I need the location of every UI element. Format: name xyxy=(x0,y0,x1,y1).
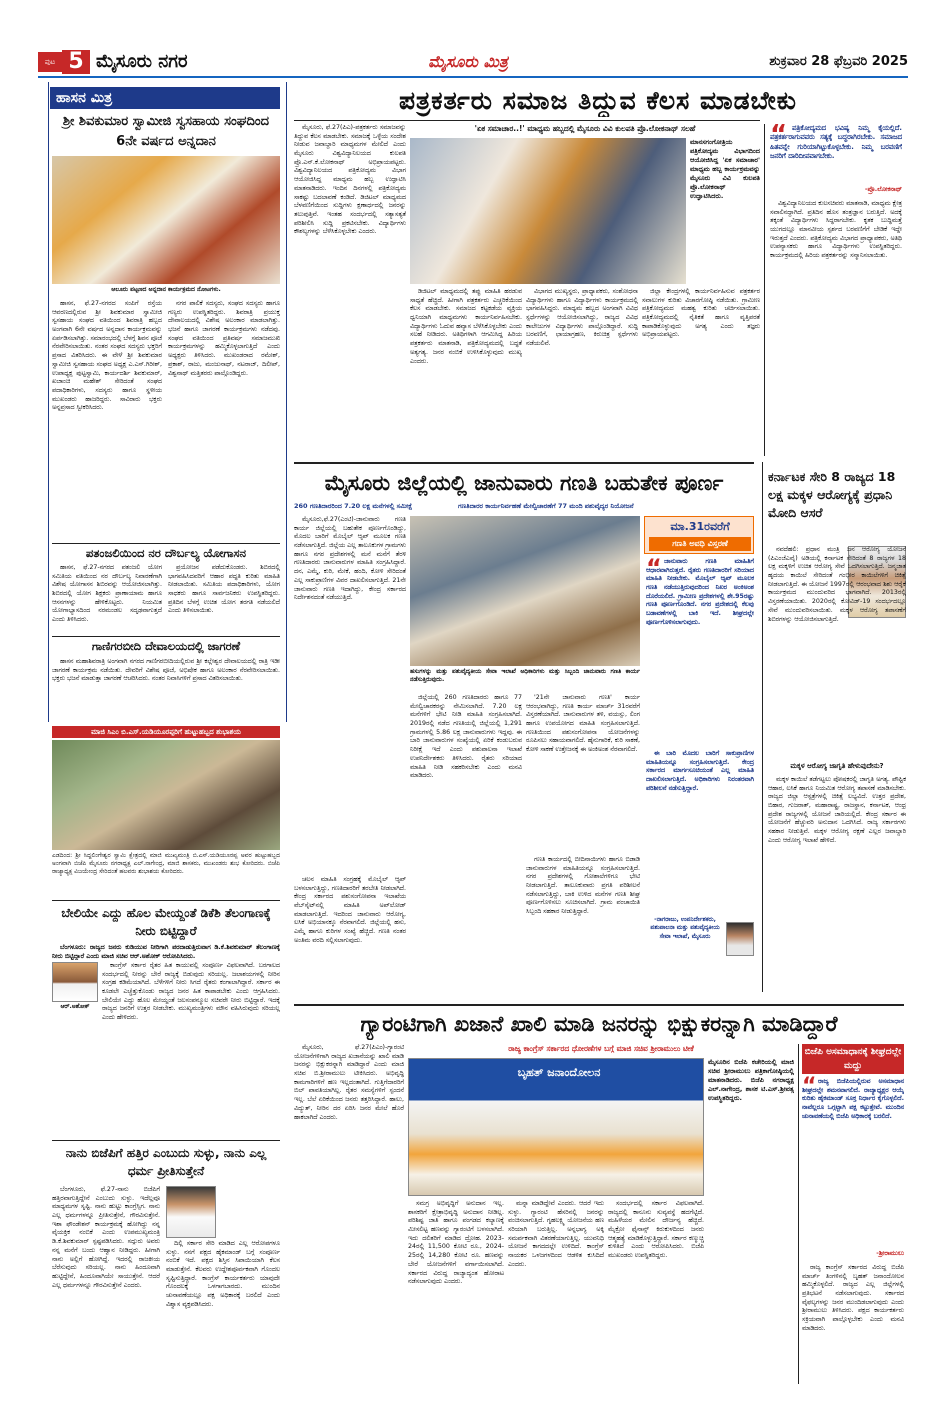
livestock-strap2: ಗಣತಿದಾರರ ಕಾರ್ಯನಿರ್ವಹಣೆ ಮೇಲ್ವಿಚಾರಣೆಗೆ 77 ಮಂದಿ ಪಶುವೈದ್ಯರ ನಿಯೋಜನೆ xyxy=(458,502,634,510)
livestock-strap1: 260 ಗಣತಿದಾರರಿಂದ 7.20 ಲಕ್ಷ ಮನೆಗಳಲ್ಲಿ ಸಮೀಕ್ಷೆ xyxy=(294,502,413,510)
hassan-border xyxy=(48,82,49,722)
livestock-box-title: ಮಾ.31ರವರೆಗೆ xyxy=(670,520,730,533)
bjp-quote: ರಾಜ್ಯ ಬಿಜೆಪಿಯಲ್ಲಿರುವ ಅಸಮಾಧಾನ ಶೀಘ್ರದಲ್ಲೇ ಶಮನವಾಗಲಿದೆ. ರಾಜ್ಯಾಧ್ಯಕ್ಷರ ಆಯ್ಕೆ ಕುರಿತು ಹೈಕಮಾಂಡ್ ಸೂಕ್ತ ನಿರ್ಧಾರ ಕೈಗೊಳ್ಳಲಿದೆ. ನಾವೆಲ್ಲರೂ ಒಗ್ಗಟ್ಟಾಗಿ ಪಕ್ಷ ಕಟ್ಟುತ್ತೇವೆ. ಮುಂದಿನ ಚುನಾವಣೆಯಲ್ಲಿ ಬಿಜೆಪಿ ಅಧಿಕಾರಕ್ಕೆ ಬರಲಿದೆ. xyxy=(802,1078,904,1120)
livestock-headline: ಮೈಸೂರು ಜಿಲ್ಲೆಯಲ್ಲಿ ಜಾನುವಾರು ಗಣತಿ ಬಹುತೇಕ ಪೂರ್ಣ xyxy=(324,471,724,495)
livestock-caption: ಹಸುಗಳನ್ನು ಮತ್ತು ಪಶುವೈದ್ಯಕೀಯ ಸೇವಾ ಇಲಾಖೆ ಅಧಿಕಾರಿಗಳು ಮತ್ತು ಸಿಬ್ಬಂದಿ ಜಾನುವಾರು ಗಣತಿ ಕಾರ್ಯ ನಡೆಸುತ್ತಿರುವುದು. xyxy=(410,668,640,683)
patanjali-col1: ಹಾಸನ, ಫೆ.27-ನಗರದ ಪತಂಜಲಿ ಯೋಗ ಸಮಿತಿಯ ವತಿಯಿಂದ ನರ ದೌರ್ಬಲ್ಯ ನಿವಾರಣೆಗಾಗಿ ವಿಶೇಷ ಯೋಗಾಸನ ಶಿಬಿರವನ್ನು ಆಯೋಜಿಸಲಾಗಿತ್ತು. ಶಿಬಿರದಲ್ಲಿ ಯೋಗ ಶಿಕ್ಷಕರು ಪ್ರಾಣಾಯಾಮ ಹಾಗೂ ಆಸನಗಳನ್ನು ಹೇಳಿಕೊಟ್ಟರು. ನಿಯಮಿತ ಯೋಗಾಭ್ಯಾಸದಿಂದ ನರಮಂಡಲ ಸದೃಢವಾಗುತ್ತದೆ ಎಂದು ತಿಳಿಸಿದರು. xyxy=(52,564,162,624)
page-label: ಪುಟ xyxy=(38,52,62,72)
modi-body2: ಮಕ್ಕಳ ಕಾಯಿಲೆ ತಡೆಗಟ್ಟಲು ಪೋಷಕರಲ್ಲಿ ಜಾಗೃತಿ ಅಗತ್ಯ. ಪೌಷ್ಟಿಕ ಆಹಾರ, ಲಸಿಕೆ ಹಾಗೂ ನಿಯಮಿತ ಆರೋಗ್ಯ ತಪಾಸಣೆ ಮಾಡಿಸಬೇಕು. ರಾಜ್ಯದ ಜಿಲ್ಲಾ ಆಸ್ಪತ್ರೆಗಳಲ್ಲಿ ಚಿಕಿತ್ಸೆ ಲಭ್ಯವಿದೆ. ಉತ್ತರ ಪ್ರದೇಶ, ಬಿಹಾರ, ಗುಜರಾತ್, ಮಹಾರಾಷ್ಟ್ರ, ರಾಜಸ್ಥಾನ, ಕರ್ನಾಟಕ, ಆಂಧ್ರ ಪ್ರದೇಶ ರಾಜ್ಯಗಳಲ್ಲಿ ಯೋಜನೆ ಜಾರಿಯಲ್ಲಿದೆ. ಕೇಂದ್ರ ಸರ್ಕಾರ ಈ ಯೋಜನೆಗೆ ಹೆಚ್ಚುವರಿ ಅನುದಾನ ಒದಗಿಸಿದೆ. ರಾಜ್ಯ ಸರ್ಕಾರಗಳು ಸಹಕಾರ ನೀಡುತ್ತಿವೆ. ಮಕ್ಕಳ ಆರೋಗ್ಯ ರಕ್ಷಣೆ ಎಲ್ಲರ ಜವಾಬ್ದಾರಿ ಎಂದು ಆರೋಗ್ಯ ಇಲಾಖೆ ಹೇಳಿದೆ. xyxy=(768,776,906,844)
journalism-lede: ಮೈಸೂರು, ಫೆ.27(ಪಿಎ)-ಪತ್ರಕರ್ತರು ಸಮಾಜವನ್ನು ತಿದ್ದುವ ಕೆಲಸ ಮಾಡಬೇಕು. ಸಮಾಜಕ್ಕೆ ಒಳ್ಳೆಯ ಸಂದೇಶ ನೀಡುವ ಜವಾಬ್ದಾರಿ ಮಾಧ್ಯಮಗಳ ಮೇಲಿದೆ ಎಂದು ಮೈಸೂರು ವಿಶ್ವವಿದ್ಯಾನಿಲಯದ ಕುಲಪತಿ ಪ್ರೊ.ಎನ್.ಕೆ.ಲೋಕನಾಥ್ ಅಭಿಪ್ರಾಯಪಟ್ಟರು. ವಿಶ್ವವಿದ್ಯಾನಿಲಯದ ಪತ್ರಿಕೋದ್ಯಮ ವಿಭಾಗ ಆಯೋಜಿಸಿದ್ದ ಮಾಧ್ಯಮ ಹಬ್ಬ ಉದ್ಘಾಟಿಸಿ ಮಾತನಾಡಿದರು. ಇಂದಿನ ದಿನಗಳಲ್ಲಿ ಪತ್ರಿಕೋದ್ಯಮ ಸಾಕಷ್ಟು ಬದಲಾವಣೆ ಕಂಡಿದೆ. ಡಿಜಿಟಲ್ ಮಾಧ್ಯಮದ ಬೆಳವಣಿಗೆಯಿಂದ ಸುದ್ದಿಗಳು ಕ್ಷಣಾರ್ಧದಲ್ಲಿ ಜನರನ್ನು ತಲುಪುತ್ತಿವೆ. ಇಂತಹ ಸಂದರ್ಭದಲ್ಲಿ ಸತ್ಯಾಸತ್ಯತೆ ಪರಿಶೀಲಿಸಿ ಸುದ್ದಿ ಪ್ರಕಟಿಸಬೇಕು. ವಿದ್ಯಾರ್ಥಿಗಳು ಕೌಶಲ್ಯಗಳನ್ನು ಬೆಳೆಸಿಕೊಳ್ಳಬೇಕು ಎಂದರು. xyxy=(294,124,406,236)
bjp-body: ರಾಜ್ಯ ಕಾಂಗ್ರೆಸ್ ಸರ್ಕಾರದ ವಿರುದ್ಧ ಬಿಜೆಪಿ ಮಾರ್ಚ್ ತಿಂಗಳಿನಲ್ಲಿ ಬೃಹತ್ ಜನಾಂದೋಲನ ಹಮ್ಮಿಕೊಳ್ಳಲಿದೆ. ರಾಜ್ಯದ ಎಲ್ಲ ಜಿಲ್ಲೆಗಳಲ್ಲಿ ಪ್ರತಿಭಟನೆ ನಡೆಸಲಾಗುವುದು. ಸರ್ಕಾರದ ವೈಫಲ್ಯಗಳನ್ನು ಜನರ ಮುಂದಿಡಲಾಗುವುದು ಎಂದು ಶ್ರೀರಾಮುಲು ತಿಳಿಸಿದರು. ಪಕ್ಷದ ಕಾರ್ಯಕರ್ತರು ಸಕ್ರಿಯವಾಗಿ ಪಾಲ್ಗೊಳ್ಳಬೇಕು ಎಂದು ಮನವಿ ಮಾಡಿದರು. xyxy=(802,1264,904,1332)
hassan-col1: ಹಾಸನ, ಫೆ.27-ನಗರದ ಸಂಪಿಗೆ ರಸ್ತೆಯ ಆವರಣದಲ್ಲಿರುವ ಶ್ರೀ ಶಿವಕುಮಾರ ಸ್ವಾಮೀಜಿ ಸ್ವಸಹಾಯ ಸಂಘದ ವತಿಯಿಂದ ಶಿವರಾತ್ರಿ ಹಬ್ಬದ ಅಂಗವಾಗಿ 6ನೇ ವರ್ಷದ ಅನ್ನದಾನ ಕಾರ್ಯಕ್ರಮವನ್ನು ಏರ್ಪಡಿಸಲಾಗಿತ್ತು. ಸಮಾರಂಭದಲ್ಲಿ ಬೆಳಗ್ಗೆ ಶಿವನ ಪೂಜೆ ನೆರವೇರಿಸಲಾಯಿತು. ನಂತರ ಸಂಘದ ಸದಸ್ಯರು ಭಕ್ತರಿಗೆ ಪ್ರಸಾದ ವಿತರಿಸಿದರು. ಈ ವೇಳೆ ಶ್ರೀ ಶಿವಕುಮಾರ ಸ್ವಾಮೀಜಿ ಸ್ವಸಹಾಯ ಸಂಘದ ಅಧ್ಯಕ್ಷ ಎ.ಎಸ್.ಗಿರೀಶ್, ಉಪಾಧ್ಯಕ್ಷ ಪುಟ್ಟಸ್ವಾಮಿ, ಕಾರ್ಯದರ್ಶಿ ಶಿವಕುಮಾರ್, ಖಜಾಂಚಿ ಮಹೇಶ್ ಸೇರಿದಂತೆ ಸಂಘದ ಪದಾಧಿಕಾರಿಗಳು, ಸದಸ್ಯರು ಹಾಗೂ ಸ್ಥಳೀಯ ಮುಖಂಡರು ಹಾಜರಿದ್ದರು. ಸಾವಿರಾರು ಭಕ್ತರು ಅನ್ನಪ್ರಸಾದ ಸ್ವೀಕರಿಸಿದರು. xyxy=(52,300,162,412)
guarantee-photo-side: ಮೈಸೂರಿನ ಬಿಜೆಪಿ ಕಚೇರಿಯಲ್ಲಿ ಮಾಜಿ ಸಚಿವ ಶ್ರೀರಾಮುಲು ಪತ್ರಿಕಾಗೋಷ್ಠಿಯಲ್ಲಿ ಮಾತನಾಡಿದರು. ಬಿಜೆಪಿ ನಗರಾಧ್ಯಕ್ಷ ಎಲ್.ನಾಗೇಂದ್ರ, ಶಾಸಕ ಟಿ.ಎಸ್.ಶ್ರೀವತ್ಸ ಉಪಸ್ಥಿತರಿದ್ದರು. xyxy=(708,1058,794,1102)
hassan-divider xyxy=(52,543,280,544)
journalism-quote-by: -ಪ್ರೊ.ಲೋಕನಾಥ್ xyxy=(864,186,902,193)
modi-vline xyxy=(762,462,763,992)
hassan-caption: ಆಲೂರು ಪಟ್ಟಣದ ಅನ್ನದಾನ ಕಾರ್ಯಕ್ರಮದ ನೋಟಗಳು. xyxy=(111,286,221,293)
journalism-col-c: ಜಿಲ್ಲಾ ಕೇಂದ್ರಗಳಲ್ಲಿ ಕಾರ್ಯನಿರ್ವಹಿಸುವ ಪತ್ರಕರ್ತರ ಸವಾಲುಗಳ ಕುರಿತು ವಿಚಾರಗೋಷ್ಠಿ ನಡೆಯಿತು. ಗ್ರಾಮೀಣ ಪತ್ರಿಕೋದ್ಯಮದ ಮಹತ್ವ ಕುರಿತು ಚರ್ಚಿಸಲಾಯಿತು. ಪತ್ರಿಕೋದ್ಯಮದಲ್ಲಿ ನೈತಿಕತೆ ಹಾಗೂ ವೃತ್ತಿಪರತೆ ಕಾಪಾಡಿಕೊಳ್ಳುವುದು ಅಗತ್ಯ ಎಂದು ತಜ್ಞರು ಅಭಿಪ್ರಾಯಪಟ್ಟರು. xyxy=(642,288,760,339)
journalism-quote-mark: “ xyxy=(770,122,788,144)
yediyurappa-photo xyxy=(52,740,280,850)
yediyurappa-caption: ಎಡದಿಂದ: ಶ್ರೀ ಸಿದ್ದಲಿಂಗೇಶ್ವರ ಸ್ವಾಮಿ ಕ್ಷೇತ್ರದಲ್ಲಿ ಮಾಜಿ ಮುಖ್ಯಮಂತ್ರಿ ಬಿ.ಎಸ್.ಯಡಿಯೂರಪ್ಪ ಅವರ ಹುಟ್ಟುಹಬ್ಬದ ಅಂಗವಾಗಿ ಬಿಜೆಪಿ ಮೈಸೂರು ನಗರಾಧ್ಯಕ್ಷ ಎಲ್.ನಾಗೇಂದ್ರ, ಮಾಜಿ ಶಾಸಕರು, ಮುಖಂಡರು ಶುಭ ಕೋರಿದರು. ಬಿಜೆಪಿ ರಾಜ್ಯಾಧ್ಯಕ್ಷ ವಿಜಯೇಂದ್ರ ಸೇರಿದಂತೆ ಹಲವರು ಶುಭಾಶಯ ಕೋರಿದರು. xyxy=(52,852,280,875)
livestock-quote2: ಈ ಬಾರಿ ಮೊದಲ ಬಾರಿಗೆ ಸಾಕುಪ್ರಾಣಿಗಳ ಮಾಹಿತಿಯನ್ನೂ ಸಂಗ್ರಹಿಸಲಾಗುತ್ತಿದೆ. ಕೇಂದ್ರ ಸರ್ಕಾರದ ಮಾರ್ಗಸೂಚಿಯಂತೆ ಎಲ್ಲ ಮಾಹಿತಿ ದಾಖಲಿಸಲಾಗುತ್ತಿದೆ. ಅಧಿಕಾರಿಗಳು ನಿರಂತರವಾಗಿ ಪರಿಶೀಲನೆ ನಡೆಸುತ್ತಿದ್ದಾರೆ. xyxy=(646,750,754,792)
dkshi-headline: ಬೇಲಿಯೇ ಎದ್ದು ಹೊಲ ಮೇಯ್ದಂತೆ ಡಿಕೆಶಿ ತೆಲಂಗಾಣಕ್ಕೆ ನೀರು ಬಿಟ್ಟಿದ್ದಾರೆ xyxy=(61,906,271,938)
livestock-section xyxy=(290,462,758,1002)
livestock-box xyxy=(644,516,754,554)
dks-divider xyxy=(52,1140,280,1141)
journalism-col-b: ವಿಭಾಗದ ಮುಖ್ಯಸ್ಥರು, ಪ್ರಾಧ್ಯಾಪಕರು, ಸಂಶೋಧನಾ ವಿದ್ಯಾರ್ಥಿಗಳು ಹಾಗೂ ವಿದ್ಯಾರ್ಥಿಗಳು ಕಾರ್ಯಕ್ರಮದಲ್ಲಿ ಭಾಗವಹಿಸಿದ್ದರು. ಮಾಧ್ಯಮ ಹಬ್ಬದ ಅಂಗವಾಗಿ ವಿವಿಧ ಸ್ಪರ್ಧೆಗಳನ್ನು ಆಯೋಜಿಸಲಾಗಿದ್ದು, ರಾಜ್ಯದ ವಿವಿಧ ಕಾಲೇಜುಗಳ ವಿದ್ಯಾರ್ಥಿಗಳು ಪಾಲ್ಗೊಂಡಿದ್ದಾರೆ. ಸುದ್ದಿ ಬರವಣಿಗೆ, ಛಾಯಾಗ್ರಹಣ, ಕಿರುಚಿತ್ರ ಸ್ಪರ್ಧೆಗಳು ನಡೆಯಲಿವೆ. xyxy=(526,288,638,348)
dkshi-section xyxy=(52,900,280,1138)
journalism-photo-side: ಮಾನಸಗಂಗೋತ್ರಿಯ ಪತ್ರಿಕೋದ್ಯಮ ವಿಭಾಗದಿಂದ ಆಯೋಜಿಸಿದ್ದ 'ಏಕ ಸಮಾಚಾರ' ಮಾಧ್ಯಮ ಹಬ್ಬ ಕಾರ್ಯಕ್ರಮವನ್ನು ಮೈಸೂರು ವಿವಿ ಕುಲಪತಿ ಪ್ರೊ.ಲೋಕನಾಥ್ ಉದ್ಘಾಟಿಸಿದರು. xyxy=(690,138,760,200)
modi-body: ನವದೆಹಲಿ: ಪ್ರಧಾನ ಮಂತ್ರಿ ಜನ ಆರೋಗ್ಯ ಯೋಜನೆ (ಪಿಎಂಜೆಎವೈ) ಅಡಿಯಲ್ಲಿ ಕರ್ನಾಟಕ ಸೇರಿದಂತೆ 8 ರಾಜ್ಯಗಳ 18 ಲಕ್ಷ ಮಕ್ಕಳಿಗೆ ಉಚಿತ ಆರೋಗ್ಯ ಸೇವೆ ಒದಗಿಸಲಾಗುತ್ತಿದೆ. ಜನ್ಮಜಾತ ಹೃದಯ ಕಾಯಿಲೆ ಸೇರಿದಂತೆ ಗಂಭೀರ ಕಾಯಿಲೆಗಳಿಗೆ ಚಿಕಿತ್ಸೆ ನೀಡಲಾಗುತ್ತಿದೆ. ಈ ಯೋಜನೆ 1997ರಲ್ಲಿ ಆರಂಭವಾದ ಶಿಶು ಆರೈಕೆ ಕಾರ್ಯಕ್ರಮದ ಮುಂದುವರಿದ ಭಾಗವಾಗಿದೆ. 2013ರಲ್ಲಿ ವಿಸ್ತರಣೆಯಾಯಿತು. 2020ರಲ್ಲಿ ಕೋವಿಡ್-19 ಸಂದರ್ಭದಲ್ಲೂ ಸೇವೆ ಮುಂದುವರಿಸಲಾಯಿತು. ಮಕ್ಕಳ ಆರೋಗ್ಯ ತಪಾಸಣೆಗೆ ಶಿಬಿರಗಳನ್ನು ಆಯೋಜಿಸಲಾಗುತ್ತಿದೆ. xyxy=(768,546,906,623)
livestock-col1: ಮೈಸೂರು,ಫೆ.27(ಎಂಟಿ)-ಜಾನುವಾರು ಗಣತಿ ಕಾರ್ಯ ಜಿಲ್ಲೆಯಲ್ಲಿ ಬಹುತೇಕ ಪೂರ್ಣಗೊಂಡಿದ್ದು, ಮೊದಲ ಬಾರಿಗೆ ಮೊಬೈಲ್ ಆ್ಯಪ್ ಮೂಲಕ ಗಣತಿ ನಡೆಸಲಾಗುತ್ತಿದೆ. ಜಿಲ್ಲೆಯ ಎಲ್ಲ ತಾಲೂಕುಗಳ ಗ್ರಾಮಗಳು ಹಾಗೂ ನಗರ ಪ್ರದೇಶಗಳಲ್ಲಿ ಮನೆ ಮನೆಗೆ ತೆರಳಿ ಗಣತಿದಾರರು ಜಾನುವಾರುಗಳ ಮಾಹಿತಿ ಸಂಗ್ರಹಿಸಿದ್ದಾರೆ. ದನ, ಎಮ್ಮೆ, ಕುರಿ, ಮೇಕೆ, ಹಂದಿ, ಕೋಳಿ ಸೇರಿದಂತೆ ಎಲ್ಲ ಸಾಕುಪ್ರಾಣಿಗಳ ವಿವರ ದಾಖಲಿಸಲಾಗುತ್ತಿದೆ. 21ನೇ ಜಾನುವಾರು ಗಣತಿ ಇದಾಗಿದ್ದು, ಕೇಂದ್ರ ಸರ್ಕಾರದ ನಿರ್ದೇಶನದಂತೆ ನಡೆಯುತ್ತಿದೆ. xyxy=(294,516,406,602)
patanjali-headline: ಪತಂಜಲಿಯಿಂದ ನರ ದೌರ್ಬಲ್ಯ ಯೋಗಾಸನ xyxy=(85,546,247,560)
dks-col2: ದಿಲ್ಲಿ ಸರ್ಕಾರ ಸೇರಿ ಮಾಡಿದ ಎಲ್ಲ ಆರೋಪಗಳೂ ಸುಳ್ಳು. ನನಗೆ ಪಕ್ಷದ ಹೈಕಮಾಂಡ್ ಬಗ್ಗೆ ಸಂಪೂರ್ಣ ನಂಬಿಕೆ ಇದೆ. ಪಕ್ಷದ ಶಿಸ್ತಿನ ಸಿಪಾಯಿಯಾಗಿ ಕೆಲಸ ಮಾಡುತ್ತೇನೆ. ಕೆಲವರು ಉದ್ದೇಶಪೂರ್ವಕವಾಗಿ ಗೊಂದಲ ಸೃಷ್ಟಿಸುತ್ತಿದ್ದಾರೆ. ಕಾಂಗ್ರೆಸ್ ಕಾರ್ಯಕರ್ತರು ಯಾವುದೇ ಗೊಂದಲಕ್ಕೆ ಒಳಗಾಗಬಾರದು. ಮುಂದಿನ ಚುನಾವಣೆಯಲ್ಲೂ ಪಕ್ಷ ಅಧಿಕಾರಕ್ಕೆ ಬರಲಿದೆ ಎಂದು ವಿಶ್ವಾಸ ವ್ಯಕ್ತಪಡಿಸಿದರು. xyxy=(166,1240,280,1308)
livestock-col1b: ಚಲನ ಮಾಹಿತಿ ಸಂಗ್ರಹಕ್ಕೆ ಮೊಬೈಲ್ ಆ್ಯಪ್ ಬಳಸಲಾಗುತ್ತಿದ್ದು, ಗಣತಿದಾರರಿಗೆ ತರಬೇತಿ ನೀಡಲಾಗಿದೆ. ಕೇಂದ್ರ ಸರ್ಕಾರದ ಪಶುಸಂಗೋಪನಾ ಇಲಾಖೆಯ ವೆಬ್‌ಸೈಟ್‌ನಲ್ಲಿ ಮಾಹಿತಿ ಅಪ್‌ಲೋಡ್ ಮಾಡಲಾಗುತ್ತಿದೆ. ಇದರಿಂದ ಜಾನುವಾರು ಆರೋಗ್ಯ, ಲಸಿಕೆ ಅಭಿಯಾನಕ್ಕೂ ನೆರವಾಗಲಿದೆ. ಜಿಲ್ಲೆಯಲ್ಲಿ ಹಸು, ಎಮ್ಮೆ ಹಾಗೂ ಕುರಿಗಳ ಸಂಖ್ಯೆ ಹೆಚ್ಚಿದೆ. ಗಣತಿ ನಂತರ ಅಂತಿಮ ವರದಿ ಸಲ್ಲಿಸಲಾಗುವುದು. xyxy=(294,876,406,944)
livestock-col2: ಜಿಲ್ಲೆಯಲ್ಲಿ 260 ಗಣತಿದಾರರು ಹಾಗೂ 77 ಮೇಲ್ವಿಚಾರಕರನ್ನು ನೇಮಿಸಲಾಗಿದೆ. 7.20 ಲಕ್ಷ ಮನೆಗಳಿಗೆ ಭೇಟಿ ನೀಡಿ ಮಾಹಿತಿ ಸಂಗ್ರಹಿಸಲಾಗಿದೆ. 2019ರಲ್ಲಿ ನಡೆದ ಗಣತಿಯಲ್ಲಿ ಜಿಲ್ಲೆಯಲ್ಲಿ 1,291 ಗ್ರಾಮಗಳಲ್ಲಿ 5.86 ಲಕ್ಷ ಜಾನುವಾರುಗಳು ಇದ್ದವು. ಈ ಬಾರಿ ಜಾನುವಾರುಗಳ ಸಂಖ್ಯೆಯಲ್ಲಿ ಏರಿಕೆ ಕಂಡುಬರುವ ನಿರೀಕ್ಷೆ ಇದೆ ಎಂದು ಪಶುಪಾಲನಾ ಇಲಾಖೆ ಉಪನಿರ್ದೇಶಕರು ತಿಳಿಸಿದರು. ರೈತರು ಸರಿಯಾದ ಮಾಹಿತಿ ನೀಡಿ ಸಹಕರಿಸಬೇಕು ಎಂದು ಮನವಿ ಮಾಡಿದರು. xyxy=(410,694,522,780)
hassan-photo xyxy=(52,156,280,284)
issue-date: ಶುಕ್ರವಾರ 28 ಫೆಬ್ರವರಿ 2025 xyxy=(769,54,908,69)
patanjali-col2: ಪ್ರಯೋಜನ ಪಡೆದುಕೊಂಡರು. ಶಿಬಿರದಲ್ಲಿ ಭಾಗವಹಿಸಿದವರಿಗೆ ಆಹಾರ ಪದ್ಧತಿ ಕುರಿತು ಮಾಹಿತಿ ನೀಡಲಾಯಿತು. ಸಮಿತಿಯ ಪದಾಧಿಕಾರಿಗಳು, ಯೋಗ ಸಾಧಕರು ಹಾಗೂ ಸಾರ್ವಜನಿಕರು ಉಪಸ್ಥಿತರಿದ್ದರು. ಪ್ರತಿದಿನ ಬೆಳಗ್ಗೆ ಉಚಿತ ಯೋಗ ತರಗತಿ ನಡೆಯಲಿದೆ ಎಂದು ತಿಳಿಸಲಾಯಿತು. xyxy=(168,564,280,615)
masthead-logo: ಮೈಸೂರು ಮಿತ್ರ xyxy=(428,52,508,71)
guarantee-vline xyxy=(798,1044,799,1384)
journalism-quote: ಪತ್ರಿಕೋದ್ಯಮದ ಭವಿಷ್ಯ ನಿಮ್ಮ ಕೈಯಲ್ಲಿದೆ. ಪತ್ರಕರ್ತರಾಗುವವರು ಸತ್ಯಕ್ಕೆ ಬದ್ಧರಾಗಿರಬೇಕು. ಸಮಾಜದ ಹಿತವನ್ನೇ ಗುರಿಯಾಗಿಟ್ಟುಕೊಳ್ಳಬೇಕು. ನಿಮ್ಮ ಬರವಣಿಗೆ ಜನರಿಗೆ ದಾರಿದೀಪವಾಗಬೇಕು. xyxy=(770,124,902,161)
livestock-col4: ಗಣತಿ ಕಾರ್ಯದಲ್ಲಿ ಬೀದಿನಾಯಿಗಳು ಹಾಗೂ ಬಿಡಾಡಿ ಜಾನುವಾರುಗಳ ಮಾಹಿತಿಯನ್ನೂ ಸಂಗ್ರಹಿಸಲಾಗುತ್ತಿದೆ. ನಗರ ಪ್ರದೇಶಗಳಲ್ಲಿ ಗೋಶಾಲೆಗಳಿಗೂ ಭೇಟಿ ನೀಡಲಾಗುತ್ತಿದೆ. ತಾಲೂಕುವಾರು ಪ್ರಗತಿ ಪರಿಶೀಲನೆ ನಡೆಸಲಾಗುತ್ತಿದ್ದು, ಬಾಕಿ ಉಳಿದ ಮನೆಗಳ ಗಣತಿ ಶೀಘ್ರ ಪೂರ್ಣಗೊಳಿಸಲು ಸೂಚಿಸಲಾಗಿದೆ. ಗ್ರಾಮ ಪಂಚಾಯಿತಿ ಸಿಬ್ಬಂದಿ ಸಹಕಾರ ನೀಡುತ್ತಿದ್ದಾರೆ. xyxy=(526,856,640,916)
guarantee-col2: ಸಮಗ್ರ ಅಭಿವೃದ್ಧಿಗೆ ಅನುದಾನ ಇಲ್ಲ. ಶಾಸಕರಿಗೆ ಕ್ಷೇತ್ರಾಭಿವೃದ್ಧಿ ಅನುದಾನ ನೀಡಿಲ್ಲ. ಪರಿಶಿಷ್ಟ ಜಾತಿ ಹಾಗೂ ಪಂಗಡದ ಕಲ್ಯಾಣಕ್ಕೆ ಮೀಸಲಿಟ್ಟ ಹಣವನ್ನು ಗ್ಯಾರಂಟಿಗೆ ಬಳಸಲಾಗಿದೆ. ಇದು ದಲಿತರಿಗೆ ಮಾಡಿದ ದ್ರೋಹ. 2023-24ರಲ್ಲಿ 11,500 ಕೋಟಿ ರೂ., 2024-25ರಲ್ಲಿ 14,280 ಕೋಟಿ ರೂ. ಹಣವನ್ನು ಬೇರೆ ಯೋಜನೆಗಳಿಗೆ ವರ್ಗಾಯಿಸಲಾಗಿದೆ. ಸರ್ಕಾರದ ವಿರುದ್ಧ ರಾಜ್ಯಾದ್ಯಂತ ಹೋರಾಟ ನಡೆಸಲಾಗುವುದು ಎಂದರು. xyxy=(408,1200,504,1286)
livestock-quote-mark: “ xyxy=(646,556,662,576)
bjp-headline: ಬಿಜೆಪಿ ಅಸಮಾಧಾನಕ್ಕೆ ಶೀಘ್ರದಲ್ಲೇ ಮದ್ದು xyxy=(802,1044,904,1074)
modi-subhead: ಮಕ್ಕಳ ಆರೋಗ್ಯ ಜಾಗೃತಿ ಹೇಳುವುದೇನು? xyxy=(790,762,884,770)
banner-text: ಬೃಹತ್ ಜನಾಂದೋಲನ xyxy=(517,1066,601,1079)
bjp-quote-by: -ಶ್ರೀರಾಮುಲು xyxy=(876,1250,904,1257)
temple-section xyxy=(52,636,280,726)
guarantee-col1: ಮೈಸೂರು, ಫೆ.27(ಪಿಎಂ)-ಗ್ಯಾರಂಟಿ ಯೋಜನೆಗಳಿಗಾಗಿ ರಾಜ್ಯದ ಖಜಾನೆಯನ್ನು ಖಾಲಿ ಮಾಡಿ ಜನರನ್ನು ಭಿಕ್ಷುಕರನ್ನಾಗಿ ಮಾಡಿದ್ದಾರೆ ಎಂದು ಮಾಜಿ ಸಚಿವ ಬಿ.ಶ್ರೀರಾಮುಲು ಟೀಕಿಸಿದರು. ಅಭಿವೃದ್ಧಿ ಕಾಮಗಾರಿಗಳಿಗೆ ಹಣ ಇಲ್ಲದಂತಾಗಿದೆ. ಗುತ್ತಿಗೆದಾರರಿಗೆ ಬಿಲ್ ಪಾವತಿಯಾಗಿಲ್ಲ. ರೈತರ ಸಮಸ್ಯೆಗಳಿಗೆ ಸ್ಪಂದನೆ ಇಲ್ಲ. ಬೆಲೆ ಏರಿಕೆಯಿಂದ ಜನರು ತತ್ತರಿಸಿದ್ದಾರೆ. ಹಾಲು, ವಿದ್ಯುತ್, ನೀರಿನ ದರ ಏರಿಸಿ ಜನರ ಮೇಲೆ ಹೊರೆ ಹಾಕಲಾಗಿದೆ ಎಂದರು. xyxy=(294,1044,404,1121)
livestock-box-sub: ಗಣತಿ ಅವಧಿ ವಿಸ್ತರಣೆ xyxy=(649,537,751,551)
dks-col2-top xyxy=(220,1186,280,1238)
guarantee-photo xyxy=(408,1058,704,1196)
journalism-right: ವಿಶ್ವವಿದ್ಯಾನಿಲಯದ ಕುಲಸಚಿವರು ಮಾತನಾಡಿ, ಮಾಧ್ಯಮ ಕ್ಷೇತ್ರ ಸವಾಲಿನದ್ದಾಗಿದೆ. ಪ್ರತಿದಿನ ಹೊಸ ತಂತ್ರಜ್ಞಾನ ಬರುತ್ತಿದೆ. ಅದಕ್ಕೆ ತಕ್ಕಂತೆ ವಿದ್ಯಾರ್ಥಿಗಳು ಸಿದ್ಧರಾಗಬೇಕು. ಕೃತಕ ಬುದ್ಧಿಮತ್ತೆ ಯುಗದಲ್ಲೂ ಮಾನವೀಯ ಸ್ಪರ್ಶದ ಬರವಣಿಗೆಗೆ ಬೇಡಿಕೆ ಇದ್ದೇ ಇರುತ್ತದೆ ಎಂದರು. ಪತ್ರಿಕೋದ್ಯಮ ವಿಭಾಗದ ಪ್ರಾಧ್ಯಾಪಕರು, ಅತಿಥಿ ಉಪನ್ಯಾಸಕರು ಹಾಗೂ ವಿದ್ಯಾರ್ಥಿಗಳು ಉಪಸ್ಥಿತರಿದ್ದರು. ಕಾರ್ಯಕ್ರಮದಲ್ಲಿ ಹಿರಿಯ ಪತ್ರಕರ್ತರನ್ನು ಸನ್ಮಾನಿಸಲಾಯಿತು. xyxy=(770,200,902,260)
hassan-border-right xyxy=(286,82,287,722)
journalism-strap: 'ಏಕ ಸಮಾಚಾರ..!' ಮಾಧ್ಯಮ ಹಬ್ಬದಲ್ಲಿ ಮೈಸೂರು ವಿವಿ ಕುಲಪತಿ ಪ್ರೊ.ಲೋಕನಾಥ್ ಸಲಹೆ xyxy=(474,124,696,133)
hassan-section xyxy=(38,82,288,642)
journalism-rule xyxy=(294,120,760,121)
hassan-headline: ಶ್ರೀ ಶಿವಕುಮಾರ ಸ್ವಾಮೀಜಿ ಸ್ವಸಹಾಯ ಸಂಘದಿಂದ 6ನೇ ವರ್ಷದ ಅನ್ನದಾನ xyxy=(62,114,270,149)
guarantee-section xyxy=(290,1004,908,1386)
dks-headline: ನಾನು ಬಿಜೆಪಿಗೆ ಹತ್ತಿರ ಎಂಬುದು ಸುಳ್ಳು, ನಾನು ಎಲ್ಲ ಧರ್ಮ ಪ್ರೀತಿಸುತ್ತೇನೆ xyxy=(65,1146,267,1178)
livestock-col3: '21ನೇ ಜಾನುವಾರು ಗಣತಿ' ಕಾರ್ಯ ಆರಂಭವಾಗಿದ್ದು, ಗಣತಿ ಕಾರ್ಯ ಮಾರ್ಚ್ 31ರವರೆಗೆ ವಿಸ್ತರಣೆಯಾಗಿದೆ. ಜಾನುವಾರುಗಳ ತಳಿ, ವಯಸ್ಸು, ಲಿಂಗ ಹಾಗೂ ಉಪಯೋಗದ ಮಾಹಿತಿ ಸಂಗ್ರಹಿಸಲಾಗುತ್ತಿದೆ. ಗಣತಿಯಿಂದ ಪಶುಸಂಗೋಪನಾ ಯೋಜನೆಗಳನ್ನು ರೂಪಿಸಲು ಸಹಾಯವಾಗಲಿದೆ. ಹೈನುಗಾರಿಕೆ, ಕುರಿ ಸಾಕಣೆ, ಕೋಳಿ ಸಾಕಣೆ ಉತ್ತೇಜನಕ್ಕೆ ಈ ಅಂಕಿಅಂಶ ನೆರವಾಗಲಿದೆ. xyxy=(526,694,640,754)
guarantee-strap: ರಾಜ್ಯ ಕಾಂಗ್ರೆಸ್ ಸರ್ಕಾರದ ಧೋರಣೆಗಳ ಬಗ್ಗೆ ಮಾಜಿ ಸಚಿವ ಶ್ರೀರಾಮುಲು ಟೀಕೆ xyxy=(508,1044,694,1053)
hassan-label: ಹಾಸನ ಮಿತ್ರ xyxy=(50,87,280,109)
livestock-right-bottom xyxy=(646,854,754,914)
guarantee-col5 xyxy=(708,1200,794,1384)
guarantee-col4: ಸಂದರ್ಭದಲ್ಲಿ ಸರ್ಕಾರ ವಿಫಲವಾಗಿದೆ. ರಾಜ್ಯದಲ್ಲಿ ಕಾನೂನು ಸುವ್ಯವಸ್ಥೆ ಹದಗೆಟ್ಟಿದೆ. ಮಹಿಳೆಯರ ಮೇಲಿನ ದೌರ್ಜನ್ಯ ಹೆಚ್ಚಿದೆ. ಮೈಕ್ರೋ ಫೈನಾನ್ಸ್ ಕಿರುಕುಳದಿಂದ ಜನರು ಆತ್ಮಹತ್ಯೆ ಮಾಡಿಕೊಳ್ಳುತ್ತಿದ್ದಾರೆ. ಸರ್ಕಾರ ಕಣ್ಮುಚ್ಚಿ ಕುಳಿತಿದೆ ಎಂದು ಆರೋಪಿಸಿದರು. ಬಿಜೆಪಿ ಮುಖಂಡರು ಉಪಸ್ಥಿತರಿದ್ದರು. xyxy=(608,1200,704,1260)
hassan-col2: ನಗರ ಪಾಲಿಕೆ ಸದಸ್ಯರು, ಸಂಘದ ಸದಸ್ಯರು ಹಾಗೂ ಗಣ್ಯರು ಉಪಸ್ಥಿತರಿದ್ದರು. ಶಿವರಾತ್ರಿ ಪ್ರಯುಕ್ತ ದೇವಾಲಯದಲ್ಲಿ ವಿಶೇಷ ಅಲಂಕಾರ ಮಾಡಲಾಗಿತ್ತು. ಭಜನೆ ಹಾಗೂ ಜಾಗರಣೆ ಕಾರ್ಯಕ್ರಮಗಳು ನಡೆದವು. ಸಂಘದ ವತಿಯಿಂದ ಪ್ರತಿವರ್ಷ ಸಮಾಜಮುಖಿ ಕಾರ್ಯಕ್ರಮಗಳನ್ನು ಹಮ್ಮಿಕೊಳ್ಳಲಾಗುತ್ತಿದೆ ಎಂದು ಅಧ್ಯಕ್ಷರು ತಿಳಿಸಿದರು. ಮುಖಂಡರಾದ ರಮೇಶ್, ಪ್ರಕಾಶ್, ರಾಜು, ಮಂಜುನಾಥ್, ನಟರಾಜ್, ದಿಲೀಪ್, ವಿಶ್ವನಾಥ್ ಮತ್ತಿತರರು ಪಾಲ್ಗೊಂಡಿದ್ದರು. xyxy=(168,300,280,377)
dkshi-body: ಕಾಂಗ್ರೆಸ್ ಸರ್ಕಾರ ರೈತರ ಹಿತ ಕಾಯುವಲ್ಲಿ ಸಂಪೂರ್ಣ ವಿಫಲವಾಗಿದೆ. ಬರಗಾಲದ ಸಂದರ್ಭದಲ್ಲಿ ನೀರನ್ನು ಬೇರೆ ರಾಜ್ಯಕ್ಕೆ ಬಿಡುವುದು ಸರಿಯಲ್ಲ. ಜಲಾಶಯಗಳಲ್ಲಿ ನೀರಿನ ಸಂಗ್ರಹ ಕಡಿಮೆಯಾಗಿದೆ. ಬೆಳೆಗಳಿಗೆ ನೀರು ಸಿಗದೆ ರೈತರು ಕಂಗಾಲಾಗಿದ್ದಾರೆ. ಸರ್ಕಾರ ಈ ಕೂಡಲೇ ಎಚ್ಚೆತ್ತುಕೊಂಡು ರಾಜ್ಯದ ಜನರ ಹಿತ ಕಾಪಾಡಬೇಕು ಎಂದು ಆಗ್ರಹಿಸಿದರು. ಬೇಲಿಯೇ ಎದ್ದು ಹೊಲ ಮೇಯ್ದಂತೆ ಜಲಸಂಪನ್ಮೂಲ ಸಚಿವರೇ ನೀರು ಬಿಟ್ಟಿದ್ದಾರೆ. ಇದಕ್ಕೆ ರಾಜ್ಯದ ಜನರಿಗೆ ಉತ್ತರ ನೀಡಬೇಕು. ಮುಖ್ಯಮಂತ್ರಿಗಳು ಮೌನ ವಹಿಸಿರುವುದು ಸರಿಯಲ್ಲ ಎಂದು ಹೇಳಿದರು. xyxy=(102,962,280,1022)
livestock-top-rule xyxy=(294,462,754,464)
strip-caption: ಮಾಜಿ ಸಿಎಂ ಬಿ.ಎಸ್.ಯಡಿಯೂರಪ್ಪರಿಗೆ ಹುಟ್ಟುಹಬ್ಬದ ಶುಭಾಶಯ xyxy=(52,726,280,738)
journalism-vline xyxy=(764,124,765,456)
officer-photo xyxy=(726,922,754,956)
dkshi-divider xyxy=(52,900,280,901)
guarantee-col3: ಮನ್ನಾ ಮಾಡಿದ್ದೇವೆ ಎಂದರು. ಆದರೆ ಇದು ಸುಳ್ಳು. ಗ್ಯಾರಂಟಿ ಹೆಸರಿನಲ್ಲಿ ಜನರನ್ನು ವಂಚಿಸಲಾಗುತ್ತಿದೆ. ಗೃಹಲಕ್ಷ್ಮಿ ಯೋಜನೆಯ ಹಣ ಸರಿಯಾಗಿ ಬರುತ್ತಿಲ್ಲ. ಅನ್ನಭಾಗ್ಯ ಅಕ್ಕಿ ಸಮರ್ಪಕವಾಗಿ ವಿತರಣೆಯಾಗುತ್ತಿಲ್ಲ. ಯುವನಿಧಿ ಯೋಜನೆ ಕಾಗದದಲ್ಲೇ ಉಳಿದಿದೆ. ಕಾಂಗ್ರೆಸ್ ನಾಯಕರ ಒಳಜಗಳದಿಂದ ಆಡಳಿತ ಕುಸಿದಿದೆ ಎಂದರು. xyxy=(508,1200,604,1268)
guarantee-top-rule xyxy=(294,1004,904,1006)
section-name: ಮೈಸೂರು ನಗರ xyxy=(96,51,188,72)
temple-headline: ಗಾಣಿಗರಬೀದಿ ದೇವಾಲಯದಲ್ಲಿ ಜಾಗರಣೆ xyxy=(91,639,241,653)
temple-body: ಹಾಸನ ಮಹಾಶಿವರಾತ್ರಿ ಅಂಗವಾಗಿ ನಗರದ ಗಾಣಿಗರಬೀದಿಯಲ್ಲಿರುವ ಶ್ರೀ ಕಲ್ಲೇಶ್ವರ ದೇವಾಲಯದಲ್ಲಿ ರಾತ್ರಿ ಇಡೀ ಜಾಗರಣೆ ಕಾರ್ಯಕ್ರಮ ನಡೆಯಿತು. ದೇವರಿಗೆ ವಿಶೇಷ ಪೂಜೆ, ಅಭಿಷೇಕ ಹಾಗೂ ಅಲಂಕಾರ ನೆರವೇರಿಸಲಾಯಿತು. ಭಕ್ತರು ಭಜನೆ ಮಾಡುತ್ತಾ ಜಾಗರಣೆ ಆಚರಿಸಿದರು. ನಂತರ ನಿವಾಸಿಗಳಿಗೆ ಪ್ರಸಾದ ವಿತರಿಸಲಾಯಿತು. xyxy=(52,658,280,683)
modi-section xyxy=(762,462,908,1002)
journalism-section xyxy=(290,82,908,460)
guarantee-headline: ಗ್ಯಾರಂಟಿಗಾಗಿ ಖಜಾನೆ ಖಾಲಿ ಮಾಡಿ ಜನರನ್ನು ಭಿಕ್ಷುಕರನ್ನಾಗಿ ಮಾಡಿದ್ದಾರೆ xyxy=(360,1012,838,1036)
ashok-photo xyxy=(52,962,98,1002)
page-header xyxy=(38,48,908,76)
journalism-col-a: ಡಿಜಿಟಲ್ ಮಾಧ್ಯಮದಲ್ಲಿ ತಪ್ಪು ಮಾಹಿತಿ ಹರಡುವ ಸಾಧ್ಯತೆ ಹೆಚ್ಚಿದೆ. ಹೀಗಾಗಿ ಪತ್ರಕರ್ತರು ಎಚ್ಚರಿಕೆಯಿಂದ ಕೆಲಸ ಮಾಡಬೇಕು. ಸಮಾಜದ ಕಟ್ಟಕಡೆಯ ವ್ಯಕ್ತಿಯ ಧ್ವನಿಯಾಗಿ ಮಾಧ್ಯಮಗಳು ಕಾರ್ಯನಿರ್ವಹಿಸಬೇಕು. ವಿದ್ಯಾರ್ಥಿಗಳು ಓದುವ ಹವ್ಯಾಸ ಬೆಳೆಸಿಕೊಳ್ಳಬೇಕು ಎಂದು ಸಲಹೆ ನೀಡಿದರು. ಅತಿಥಿಗಳಾಗಿ ಆಗಮಿಸಿದ್ದ ಹಿರಿಯ ಪತ್ರಕರ್ತರು ಮಾತನಾಡಿ, ಪತ್ರಿಕೋದ್ಯಮದಲ್ಲಿ ಬದ್ಧತೆ ಅತ್ಯಗತ್ಯ. ಜನರ ನಂಬಿಕೆ ಉಳಿಸಿಕೊಳ್ಳುವುದು ಮುಖ್ಯ ಎಂದರು. xyxy=(410,288,522,365)
ashok-photo-label: ಆರ್.ಅಶೋಕ್ xyxy=(60,1003,90,1010)
journalism-photo xyxy=(410,138,686,284)
dkshi-lede: ಬೆಂಗಳೂರು: ರಾಜ್ಯದ ಜನರು ಕುಡಿಯುವ ನೀರಿಗಾಗಿ ಪರದಾಡುತ್ತಿರುವಾಗ ಡಿ.ಕೆ.ಶಿವಕುಮಾರ್ ತೆಲಂಗಾಣಕ್ಕೆ ನೀರು ಬಿಟ್ಟಿದ್ದಾರೆ ಎಂದು ಮಾಜಿ ಸಚಿವ ಆರ್.ಅಶೋಕ್ ಆರೋಪಿಸಿದರು. xyxy=(52,944,280,960)
journalism-headline: ಪತ್ರಕರ್ತರು ಸಮಾಜ ತಿದ್ದುವ ಕೆಲಸ ಮಾಡಬೇಕು xyxy=(398,86,798,115)
dks-section xyxy=(52,1140,280,1386)
livestock-quote: ಜಾನುವಾರು ಗಣತಿ ಮಾಹಿತಿಗೆ ಆಧಾರವಾಗಿರುತ್ತದೆ. ರೈತರು ಗಣತಿದಾರರಿಗೆ ಸರಿಯಾದ ಮಾಹಿತಿ ನೀಡಬೇಕು. ಮೊಬೈಲ್ ಆ್ಯಪ್ ಮೂಲಕ ಗಣತಿ ನಡೆಯುತ್ತಿರುವುದರಿಂದ ನಿಖರ ಅಂಕಿಅಂಶ ದೊರೆಯಲಿದೆ. ಗ್ರಾಮೀಣ ಪ್ರದೇಶಗಳಲ್ಲಿ ಶೇ.95ರಷ್ಟು ಗಣತಿ ಪೂರ್ಣಗೊಂಡಿದೆ. ನಗರ ಪ್ರದೇಶದಲ್ಲಿ ಕೆಲವು ಬಡಾವಣೆಗಳಲ್ಲಿ ಬಾಕಿ ಇದೆ. ಶೀಘ್ರದಲ್ಲೇ ಪೂರ್ಣಗೊಳಿಸಲಾಗುವುದು. xyxy=(646,558,754,626)
bjp-quote-mark: “ xyxy=(802,1076,817,1094)
dks-photo xyxy=(166,1186,216,1238)
temple-divider xyxy=(52,636,280,637)
dks-col1: ಬೆಂಗಳೂರು, ಫೆ.27-ನಾನು ಬಿಜೆಪಿಗೆ ಹತ್ತಿರವಾಗುತ್ತಿದ್ದೇನೆ ಎಂಬುದು ಸುಳ್ಳು. ಇದೆಲ್ಲವೂ ಮಾಧ್ಯಮಗಳ ಸೃಷ್ಟಿ. ನಾನು ಹುಟ್ಟು ಕಾಂಗ್ರೆಸ್ಸಿಗ. ನಾನು ಎಲ್ಲ ಧರ್ಮಗಳನ್ನೂ ಪ್ರೀತಿಸುತ್ತೇನೆ, ಗೌರವಿಸುತ್ತೇನೆ. ಇಶಾ ಫೌಂಡೇಶನ್ ಕಾರ್ಯಕ್ರಮಕ್ಕೆ ಹೋಗಿದ್ದು ನನ್ನ ವೈಯಕ್ತಿಕ ನಂಬಿಕೆ ಎಂದು ಉಪಮುಖ್ಯಮಂತ್ರಿ ಡಿ.ಕೆ.ಶಿವಕುಮಾರ್ ಸ್ಪಷ್ಟಪಡಿಸಿದರು. ಸದ್ಗುರು ಅವರು ನನ್ನ ಮನೆಗೆ ಬಂದು ಆಹ್ವಾನ ನೀಡಿದ್ದರು. ಹೀಗಾಗಿ ನಾನು ಅಲ್ಲಿಗೆ ಹೋಗಿದ್ದೆ. ಇದರಲ್ಲಿ ರಾಜಕೀಯ ಬೆರೆಸುವುದು ಸರಿಯಲ್ಲ. ನಾನು ಹಿಂದೂವಾಗಿ ಹುಟ್ಟಿದ್ದೇನೆ, ಹಿಂದೂವಾಗಿಯೇ ಸಾಯುತ್ತೇನೆ. ಆದರೆ ಎಲ್ಲ ಧರ್ಮಗಳನ್ನೂ ಗೌರವಿಸುತ್ತೇನೆ ಎಂದರು. xyxy=(52,1186,160,1289)
page-number: 5 xyxy=(62,50,90,74)
livestock-photo xyxy=(410,516,640,666)
livestock-officer: -ನಾಗರಾಜು, ಉಪನಿರ್ದೇಶಕರು, ಪಶುಪಾಲನಾ ಮತ್ತು ಪಶುವೈದ್ಯಕೀಯ ಸೇವಾ ಇಲಾಖೆ, ಮೈಸೂರು xyxy=(650,916,720,940)
modi-headline: ಕರ್ನಾಟಕ ಸೇರಿ 8 ರಾಜ್ಯದ 18 ಲಕ್ಷ ಮಕ್ಕಳ ಆರೋಗ್ಯಕ್ಕೆ ಪ್ರಧಾನಿ ಮೋದಿ ಆಸರೆ xyxy=(768,469,896,520)
header-rule xyxy=(38,76,908,78)
